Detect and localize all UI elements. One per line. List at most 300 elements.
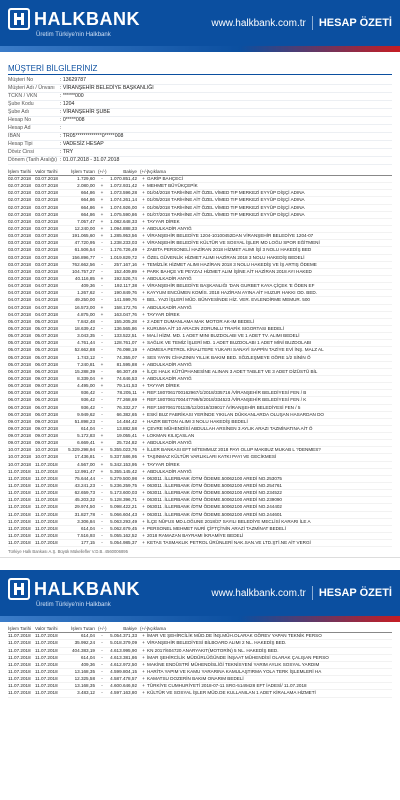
amount: 6.669,41	[77, 440, 95, 446]
transaction-date: 02.07.2018	[8, 197, 31, 203]
transaction-date: 04.07.2018	[8, 283, 31, 289]
value-date: 11.07.2018	[35, 540, 58, 546]
amount: 18.639,42	[74, 325, 95, 331]
amount-sign: -	[101, 511, 103, 517]
brand-name-page2: HALKBANK	[34, 578, 140, 599]
table-row	[8, 262, 392, 269]
table-row	[8, 397, 392, 404]
balance-sign: +	[142, 340, 145, 346]
amount: 61.506,54	[74, 247, 95, 253]
amount: 49.250,00	[74, 297, 95, 303]
transaction-date: 06.07.2018	[8, 375, 31, 381]
description: PERSONEL MEHMET NURİ ÇİFTÇİ'NİN ARAZİ TAZMİNAT BEDELİ	[147, 525, 286, 531]
balance: 257.167,16	[114, 261, 137, 267]
balance-sign: +	[142, 468, 145, 474]
balance: 4.612.972,50	[110, 661, 137, 667]
value-date: 03.07.2018	[35, 190, 58, 196]
amount-sign: +	[100, 218, 104, 224]
value-date: 11.07.2018	[35, 490, 58, 496]
balance-sign: +	[142, 283, 145, 289]
bank-header	[0, 0, 400, 46]
table-row	[8, 462, 392, 469]
table-row	[8, 255, 392, 262]
balance-sign: +	[142, 275, 145, 281]
balance-sign: +	[142, 690, 145, 696]
amount-sign: -	[101, 475, 103, 481]
value-date: 11.07.2018	[35, 511, 58, 517]
balance: 136.565,86	[114, 325, 137, 331]
balance: 5.018.379,09	[110, 640, 137, 646]
page-break	[0, 557, 400, 570]
table-row	[8, 683, 392, 690]
transaction-date: 02.07.2018	[8, 204, 31, 210]
balance: 5.342.153,95	[110, 461, 137, 467]
table-row	[8, 276, 392, 283]
table-row	[8, 504, 392, 511]
amount: 614,04	[80, 425, 95, 431]
description: KN 2017/604720 ANARYAKIT(MOTORİN) 5 NL. HAKEDİŞ BED.	[147, 647, 279, 653]
amount-sign: -	[101, 333, 103, 339]
amount: 614,04	[80, 654, 95, 660]
description: 01/04/2018 TARİHİNE AİT ÖZEL VİMED TIP MERKEZİ EYYÜP DİŞÇİ ADINA	[147, 190, 305, 196]
table-row	[8, 305, 392, 312]
balance: 1.073.596,28	[110, 190, 137, 196]
amount-sign: +	[100, 225, 104, 231]
table-row	[8, 655, 392, 662]
amount: 12.240,00	[74, 225, 95, 231]
transaction-date: 11.07.2018	[8, 533, 31, 539]
amount: 7.240,81	[77, 361, 95, 367]
balance: 66.382,65	[116, 411, 137, 417]
balance: 13.882,58	[116, 425, 137, 431]
document-title: HESAP ÖZETİ	[318, 17, 392, 29]
balance-sign: +	[142, 676, 145, 682]
table-row	[8, 433, 392, 440]
amount: 664,86	[80, 190, 95, 196]
value-date: 06.07.2018	[35, 368, 58, 374]
amount: 5.329.298,94	[68, 447, 95, 453]
table-row	[8, 669, 392, 676]
balance-sign: +	[142, 640, 145, 646]
description: TAYYAR DİREK	[147, 311, 180, 317]
table-row	[8, 319, 392, 326]
description: 01/05/2018 TARİHİNE AİT ÖZEL VİMED TIP MERKEZİ EYYÜP DİŞÇİ ADINA	[147, 197, 305, 203]
balance-sign: +	[142, 654, 145, 660]
description: ABDULKADİR ANYIĞ	[147, 225, 192, 231]
amount: 8.339,04	[77, 375, 95, 381]
balance: 81.595,88	[116, 361, 137, 367]
transaction-date: 06.07.2018	[8, 368, 31, 374]
balance-sign: +	[142, 197, 145, 203]
brand-block-page2	[8, 578, 140, 608]
info-row	[8, 117, 392, 125]
value-date: 11.07.2018	[35, 468, 58, 474]
amount-sign: -	[101, 240, 103, 246]
amount-sign: +	[100, 461, 104, 467]
description: ESKİ BUZ FABRİKASI YERİNDE YIKILAN DÜKKANLARDA OLUŞAN HASARDAN DO	[147, 411, 324, 417]
balance-sign: +	[142, 390, 145, 396]
balance: 76.098,19	[116, 347, 137, 353]
value-date: 11.07.2018	[35, 633, 58, 639]
col-amount: İşlem Tutarı	[71, 626, 95, 632]
value-date: 03.07.2018	[35, 211, 58, 217]
info-value: : TRY	[60, 149, 74, 155]
info-label: Müşteri No	[8, 77, 34, 83]
value-date: 03.07.2018	[35, 225, 58, 231]
customer-info	[8, 77, 392, 165]
col-value-date: Valör Tarihi	[35, 626, 58, 632]
table-row	[8, 219, 392, 226]
balance-sign: +	[142, 290, 145, 296]
table-row	[8, 269, 392, 276]
table-row	[8, 454, 392, 461]
amount: 45.203,32	[74, 497, 95, 503]
table-row	[8, 390, 392, 397]
description: KAYYUM ENCÜMEN KOMİS. 2018 HAZİRAN AYINA AİT HUZUR HAKKI OD. BED.	[147, 290, 318, 296]
balance-sign: +	[142, 190, 145, 196]
table-body	[8, 176, 392, 547]
header-divider	[312, 16, 313, 30]
amount: 104.757,27	[72, 268, 95, 274]
balance: 5.098.422,21	[110, 504, 137, 510]
amount: 177,15	[80, 540, 95, 546]
balance-sign: +	[142, 354, 145, 360]
description: İMAR VE ŞEHİRCİLİK MÜD.DE İNŞ.MÜH.OLARAK GÖREV YAPAN TEKNİK PERSO	[147, 633, 322, 639]
bank-url-link[interactable]: www.halkbank.com.tr	[211, 17, 306, 29]
balance-sign: +	[142, 268, 145, 274]
balance: 1.285.953,56	[110, 233, 137, 239]
amount-sign: -	[101, 504, 103, 510]
value-date: 11.07.2018	[35, 525, 58, 531]
col-description: Açıklama	[147, 169, 166, 174]
transaction-date: 10.07.2018	[8, 454, 31, 460]
col-balance-sign: (+/-)	[140, 626, 149, 632]
info-label: Hesap Tipi	[8, 141, 33, 147]
description: ÇEVRE MÜHENDİSİ ABDULLAH ARSİNEN 3 AYLIK ARAZI TAZMİNATINA AİT Ö	[147, 425, 313, 431]
balance-sign: +	[142, 504, 145, 510]
value-date: 09.07.2018	[35, 433, 58, 439]
amount: 936,42	[80, 404, 95, 410]
transaction-date: 11.07.2018	[8, 511, 31, 517]
col-balance-sign: (+/-)	[140, 169, 149, 174]
table-row	[8, 690, 392, 697]
info-label: Şube Kodu	[8, 101, 34, 107]
info-row	[8, 149, 392, 157]
balance-sign: +	[142, 261, 145, 267]
info-label: TCKN / VKN	[8, 93, 38, 99]
value-date: 03.07.2018	[35, 261, 58, 267]
value-date: 11.07.2018	[35, 461, 58, 467]
transaction-date: 11.07.2018	[8, 654, 31, 660]
balance-sign: +	[142, 433, 145, 439]
amount: 409,36	[80, 283, 95, 289]
description: BEL. YAZI İŞLERİ MÜD. BÜNYESİNDE HİZ. VER. EVLENDİRME MEMUR. 500	[147, 297, 310, 303]
info-value: : VADESİZ HESAP	[60, 141, 104, 147]
value-date: 03.07.2018	[35, 176, 58, 181]
balance-sign: +	[142, 525, 145, 531]
transaction-date: 11.07.2018	[8, 661, 31, 667]
transaction-date: 05.07.2018	[8, 361, 31, 367]
balance-sign: +	[142, 375, 145, 381]
table-row	[8, 283, 392, 290]
brand-tagline-page2: Üretim Türkiye'nin Halkbank	[36, 602, 111, 609]
balance: 1.082.648,33	[110, 218, 137, 224]
description: SAĞLIK VE TEMİZ İŞLERİ MD. 1 ADET BUZDOLABI 1 ADET MİNİ BUZDOLABI	[147, 340, 312, 346]
info-label: Hesap No	[8, 117, 32, 123]
description: VİRANŞEHİR BELEDİYE BAŞKANLIĞI 'DAN GURBET KAYA ÇİÇEK 'E ÖDEN EF	[147, 283, 315, 289]
amount: 409,36	[80, 661, 95, 667]
info-value: : 0*****008	[60, 117, 85, 123]
value-date: 03.07.2018	[35, 247, 58, 253]
value-date: 11.07.2018	[35, 504, 58, 510]
description: REF:1807061700162967/1/2018/335716 /VİRANŞEHİR BELEDİYESİ FEN / B	[147, 390, 307, 396]
transaction-date: 11.07.2018	[8, 647, 31, 653]
table-row	[8, 240, 392, 247]
balance: 141.599,76	[114, 297, 137, 303]
amount-sign: -	[101, 690, 103, 696]
value-date: 03.07.2018	[35, 240, 58, 246]
table-row	[8, 297, 392, 304]
value-date: 05.07.2018	[35, 318, 58, 324]
amount-sign: +	[100, 211, 104, 217]
amount: 12.325,58	[74, 676, 95, 682]
page-footer: Türkiye Halk Bankası A.Ş. Büyük Mükellefler V.D.B. 4560006895	[8, 549, 128, 555]
balance: 78.205,11	[116, 390, 137, 396]
brand-tagline: Üretim Türkiye'nin Halkbank	[36, 32, 111, 38]
amount: 936,42	[80, 397, 95, 403]
table-row	[8, 512, 392, 519]
header-right-page2	[211, 586, 392, 600]
info-label: Dönem (Tarih Aralığı)	[8, 157, 58, 163]
info-row	[8, 157, 392, 165]
balance: 5.279.500,98	[110, 475, 137, 481]
balance-sign: +	[142, 454, 145, 460]
transaction-date: 03.07.2018	[8, 247, 31, 253]
description: ABDULKADİR ANYIĞ	[147, 375, 192, 381]
amount: 17.436,81	[74, 454, 95, 460]
amount-sign: +	[100, 275, 104, 281]
amount-sign: -	[101, 261, 103, 267]
description: REF:1807061701135/12/2018/339017 /VİRANŞEHİR BELEDİYESİ FEN / 5	[147, 404, 301, 410]
balance-sign: +	[142, 297, 145, 303]
amount: 16.573,00	[74, 304, 95, 310]
value-date: 03.07.2018	[35, 183, 58, 189]
amount: 9.949,62	[77, 411, 95, 417]
info-label: Şube Adı	[8, 109, 30, 115]
amount: 7.842,48	[77, 318, 95, 324]
balance: 192.526,74	[114, 275, 137, 281]
balance: 5.054.985,37	[110, 540, 137, 546]
col-value-date: Valör Tarihi	[35, 169, 58, 174]
value-date: 10.07.2018	[35, 454, 58, 460]
value-date: 09.07.2018	[35, 418, 58, 424]
amount-sign: -	[101, 268, 103, 274]
table-row	[8, 290, 392, 297]
col-amount: İşlem Tutarı	[71, 169, 95, 174]
description: KÜLTÜR VE SOSYAL İŞLER MÜD.DE KULLANILAN 1 ADET KİRALAMA HİZMETİ	[147, 690, 316, 696]
balance: 5.355.145,42	[110, 468, 137, 474]
amount: 614,04	[80, 525, 95, 531]
balance-sign: +	[142, 518, 145, 524]
value-date: 06.07.2018	[35, 361, 58, 367]
transaction-date: 11.07.2018	[8, 483, 31, 489]
amount: 664,86	[80, 197, 95, 203]
balance-sign: +	[142, 661, 145, 667]
description: ABDULKADİR ANYIĞ	[147, 361, 192, 367]
table-row	[8, 376, 392, 383]
table-row	[8, 205, 392, 212]
table-row	[8, 648, 392, 655]
amount: 12.991,47	[74, 468, 95, 474]
value-date: 03.07.2018	[35, 233, 58, 239]
transaction-date: 11.07.2018	[8, 518, 31, 524]
info-label: Döviz Cinsi	[8, 149, 34, 155]
amount-sign: -	[101, 483, 103, 489]
description: TAYYAR DİREK	[147, 461, 180, 467]
amount: 4.761,44	[77, 340, 95, 346]
info-value: : TR05*************0*****008	[60, 133, 124, 139]
brand-block	[8, 8, 140, 38]
balance: 4.613.381,86	[110, 654, 137, 660]
transaction-date: 03.07.2018	[8, 254, 31, 260]
amount-sign: +	[100, 304, 104, 310]
value-date: 11.07.2018	[35, 497, 58, 503]
description: 063011 .İLLERBANK /DTM ÖDEME.50062100 AREDİ NO.239090	[147, 497, 282, 503]
info-value: : VİRANŞEHİR ŞUBE	[60, 109, 111, 115]
description: 2 ADET DUMANLAMA MAK MOTOR AK-IM BEDELİ	[147, 318, 255, 324]
amount: 47.720,95	[74, 240, 95, 246]
amount: 936,42	[80, 390, 95, 396]
transaction-date: 10.07.2018	[8, 447, 31, 453]
amount-sign: -	[101, 340, 103, 346]
description: REF:1807061700447799/5/2018/334523 /VİRANŞEHİR BELEDİYESİ FEN / K	[147, 397, 307, 403]
transaction-date: 03.07.2018	[8, 240, 31, 246]
amount-sign: -	[101, 525, 103, 531]
transaction-date: 05.07.2018	[8, 340, 31, 346]
balance-sign: +	[142, 347, 145, 353]
amount-sign: -	[101, 347, 103, 353]
table-row	[8, 440, 392, 447]
value-date: 04.07.2018	[35, 283, 58, 289]
balance-sign: +	[142, 540, 145, 546]
balance: 5.236.259,75	[110, 483, 137, 489]
info-value: :	[60, 125, 62, 131]
amount-sign: +	[100, 468, 104, 474]
amount: 35.992,24	[74, 640, 95, 646]
amount: 1.267,62	[77, 290, 95, 296]
table-row	[8, 497, 392, 504]
description: 063011 .İLLERBANK /DTM ÖDEME.50062100 AREDİ NO.234522	[147, 490, 282, 496]
header-stripe-page2	[0, 616, 400, 622]
balance-sign: +	[142, 397, 145, 403]
description: ABDULKADİR ANYIĞ	[147, 440, 192, 446]
document-title-page2: HESAP ÖZETİ	[318, 587, 392, 600]
value-date: 09.07.2018	[35, 383, 58, 389]
balance: 5.173.600,03	[110, 490, 137, 496]
description: ABDULKADİR ANYIĞ	[147, 468, 192, 474]
bank-url-link-page2[interactable]: www.halkbank.com.tr	[211, 587, 306, 599]
table-row	[8, 312, 392, 319]
description: MAKİNE ENDÜSTRİ MÜHENDİSLİĞİ TEKNİSYENİ YARIM AYLIK SOSYAL YARDIM	[147, 661, 320, 667]
amount: 3.043,35	[77, 333, 95, 339]
balance-sign: +	[142, 361, 145, 367]
transaction-date: 11.07.2018	[8, 690, 31, 696]
transaction-date: 09.07.2018	[8, 425, 31, 431]
balance: 4.587.478,57	[110, 676, 137, 682]
balance-sign: +	[142, 425, 145, 431]
table-row	[8, 183, 392, 190]
value-date: 11.07.2018	[35, 661, 58, 667]
value-date: 04.07.2018	[35, 311, 58, 317]
balance-sign: +	[142, 233, 145, 239]
amount: 2.080,00	[77, 183, 95, 189]
amount-sign: -	[101, 533, 103, 539]
halkbank-logo	[8, 8, 140, 30]
amount-sign: -	[101, 325, 103, 331]
balance: 1.075.590,86	[110, 211, 137, 217]
header-right	[211, 16, 392, 30]
transaction-date: 06.07.2018	[8, 411, 31, 417]
description: KURUMA AİT 10 ARACIN ZORUNLU TRAFİK SIGORTASI BEDELİ	[147, 325, 284, 331]
balance-sign: +	[142, 304, 145, 310]
amount-sign: -	[101, 497, 103, 503]
balance-sign: +	[142, 311, 145, 317]
value-date: 05.07.2018	[35, 347, 58, 353]
balance-sign: +	[142, 633, 145, 639]
transaction-date: 06.07.2018	[8, 383, 31, 389]
description: TAYYAR DİREK	[147, 218, 180, 224]
header-stripe	[0, 46, 400, 52]
amount: 29.974,50	[74, 504, 95, 510]
value-date: 11.07.2018	[35, 683, 58, 689]
description: VİRANŞEHİR BELEDİYE KÜLTÜR VE SOSYAL İŞLER MD LOĞU SPOR EĞİTMENİ	[147, 240, 320, 246]
value-date: 09.07.2018	[35, 375, 58, 381]
transaction-date: 03.07.2018	[8, 261, 31, 267]
info-row	[8, 133, 392, 141]
amount-sign: -	[101, 633, 103, 639]
description: ABDULKADİR ANYIĞ	[147, 275, 192, 281]
balance: 1.070.851,42	[110, 176, 137, 181]
info-value: : 13629787	[60, 77, 86, 83]
table-row	[8, 383, 392, 390]
amount-sign: +	[100, 183, 104, 189]
amount-sign: -	[101, 540, 103, 546]
balance: 1.094.888,33	[110, 225, 137, 231]
table-row	[8, 447, 392, 454]
balance-sign: +	[142, 440, 145, 446]
transaction-date: 11.07.2018	[8, 633, 31, 639]
balance: 19.055,41	[116, 433, 137, 439]
col-transaction-date: İşlem Tarihi	[8, 626, 32, 632]
balance-sign: +	[142, 669, 145, 675]
col-amount-sign: (+/-)	[98, 169, 107, 174]
description: 063011 .İLLERBANK /DTM ÖDEME.50062100 AREDİ NO.254761	[147, 483, 282, 489]
amount-sign: -	[101, 397, 103, 403]
amount: 13.168,35	[74, 683, 95, 689]
value-date: 06.07.2018	[35, 390, 58, 396]
balance-sign: +	[142, 447, 145, 453]
table-row	[8, 355, 392, 362]
description: İMAR ŞEHİRCİLİK MÜDÜRLÜĞÜNDE İNŞAAT MÜHENDİSİ OLARAK ÇALIŞAN PERSO	[147, 654, 329, 660]
table-row	[8, 519, 392, 526]
balance-sign: +	[142, 325, 145, 331]
description: ADMESA PETROL KİNALITEPE YUKARI SANAYİ SAPPİN TAZİYE EVİ İNŞ. MALZ AL	[147, 347, 324, 353]
transaction-date: 09.07.2018	[8, 418, 31, 424]
balance: 74.646,53	[116, 375, 137, 381]
balance: 190.849,76	[114, 290, 137, 296]
amount-sign: +	[100, 190, 104, 196]
transaction-date: 02.07.2018	[8, 183, 31, 189]
